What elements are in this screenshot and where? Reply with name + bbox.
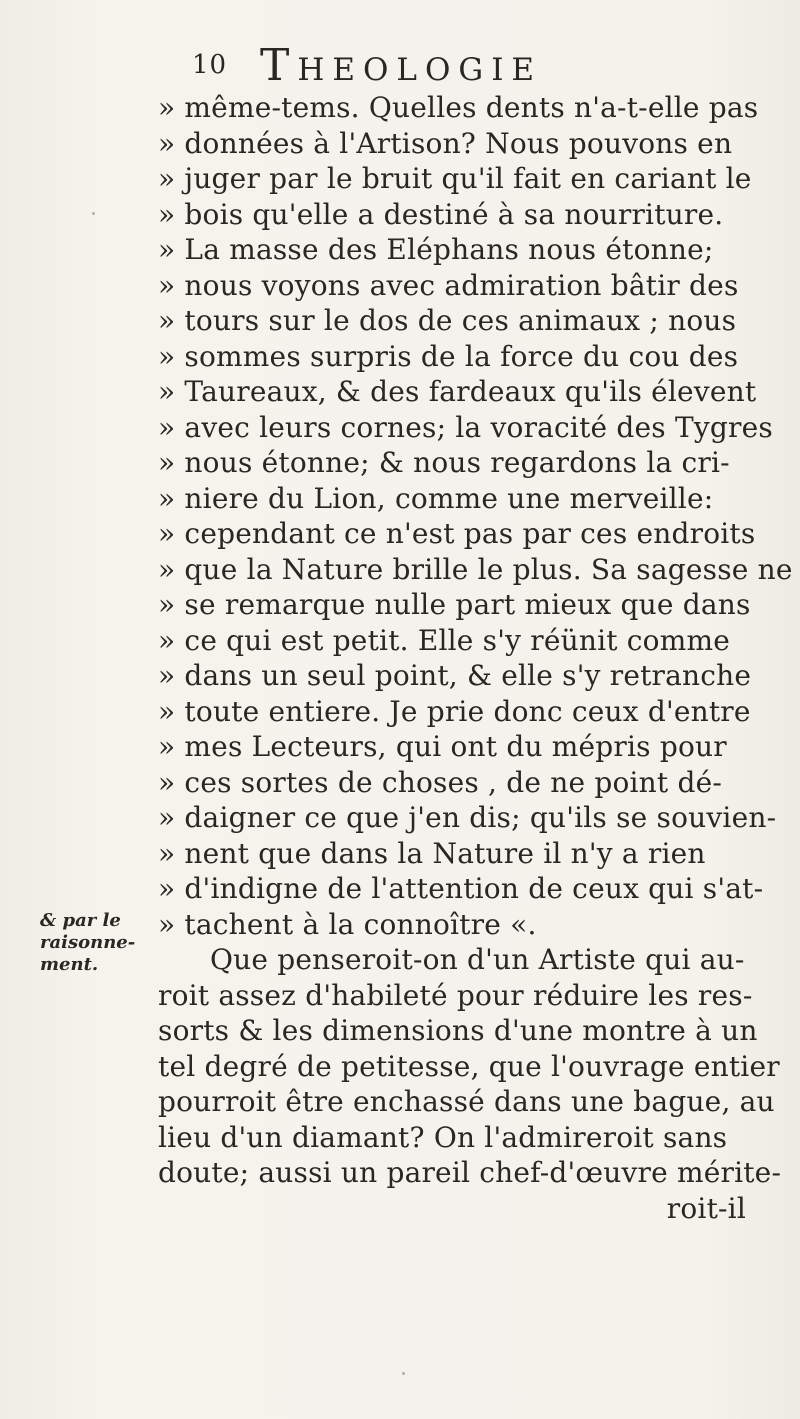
text-line: » se remarque nulle part mieux que dans — [158, 588, 751, 621]
running-title: Theologie — [260, 40, 543, 91]
margin-note-line: & par le — [40, 910, 121, 931]
paper-speck — [92, 212, 95, 215]
paper-speck — [402, 1372, 405, 1375]
text-line: doute; aussi un pareil chef-d'œuvre mérite- — [158, 1156, 782, 1189]
text-line: lieu d'un diamant? On l'admireroit sans — [158, 1120, 728, 1154]
text-line: » nous voyons avec admiration bâtir des — [158, 268, 739, 302]
text-line: » tours sur le dos de ces animaux ; nous — [158, 304, 737, 337]
text-line: pourroit être enchassé dans une bague, au — [158, 1085, 775, 1118]
margin-note-line: raisonne- — [40, 932, 136, 953]
text-line: » d'indigne de l'attention de ceux qui s'at- — [158, 872, 764, 905]
margin-note — [40, 910, 150, 976]
text-line: » nent que dans la Nature il n'y a rien — [158, 836, 706, 870]
text-line: » Taureaux, & des fardeaux qu'ils élevent — [158, 375, 757, 408]
text-line: » ces sortes de choses , de ne point dé- — [158, 765, 723, 799]
text-line: sorts & les dimensions d'une montre à un — [158, 1014, 758, 1047]
catchword-line: roit-il — [666, 1191, 746, 1225]
text-line: » données à l'Artison? Nous pouvons en — [158, 126, 733, 160]
text-line: » mes Lecteurs, qui ont du mépris pour — [158, 730, 727, 763]
text-line: tel degré de petitesse, que l'ouvrage entier — [158, 1049, 780, 1083]
text-line: » ce qui est petit. Elle s'y réünit comme — [158, 623, 730, 657]
text-line: » que la Nature brille le plus. Sa sagesse ne — [158, 552, 793, 586]
text-line: » sommes surpris de la force du cou des — [158, 339, 739, 373]
text-line: » avec leurs cornes; la voracité des Tygres — [158, 410, 773, 444]
text-line: » dans un seul point, & elle s'y retranche — [158, 659, 752, 692]
text-line: roit assez d'habileté pour réduire les res- — [158, 978, 753, 1012]
text-line: » cependant ce n'est pas par ces endroits — [158, 517, 756, 550]
text-line: » daigner ce que j'en dis; qu'ils se souvien- — [158, 801, 777, 834]
text-line: » bois qu'elle a destiné à sa nourriture. — [158, 197, 724, 231]
margin-note-line: ment. — [40, 954, 99, 975]
page-header — [192, 40, 752, 90]
text-line: » juger par le bruit qu'il fait en cariant le — [158, 162, 752, 195]
text-line: » nous étonne; & nous regardons la cri- — [158, 446, 730, 479]
paragraph-start-line: Que penseroit-on d'un Artiste qui au- — [210, 943, 745, 976]
page-number: 10 — [192, 50, 228, 80]
text-line: » La masse des Eléphans nous étonne; — [158, 233, 714, 266]
text-line: » niere du Lion, comme une merveille: — [158, 481, 714, 515]
body-text — [158, 90, 793, 1226]
text-line: » même-tems. Quelles dents n'a-t-elle pas — [158, 91, 759, 124]
text-line: » toute entiere. Je prie donc ceux d'entre — [158, 694, 751, 728]
text-line: » tachent à la connoître «. — [158, 907, 537, 941]
